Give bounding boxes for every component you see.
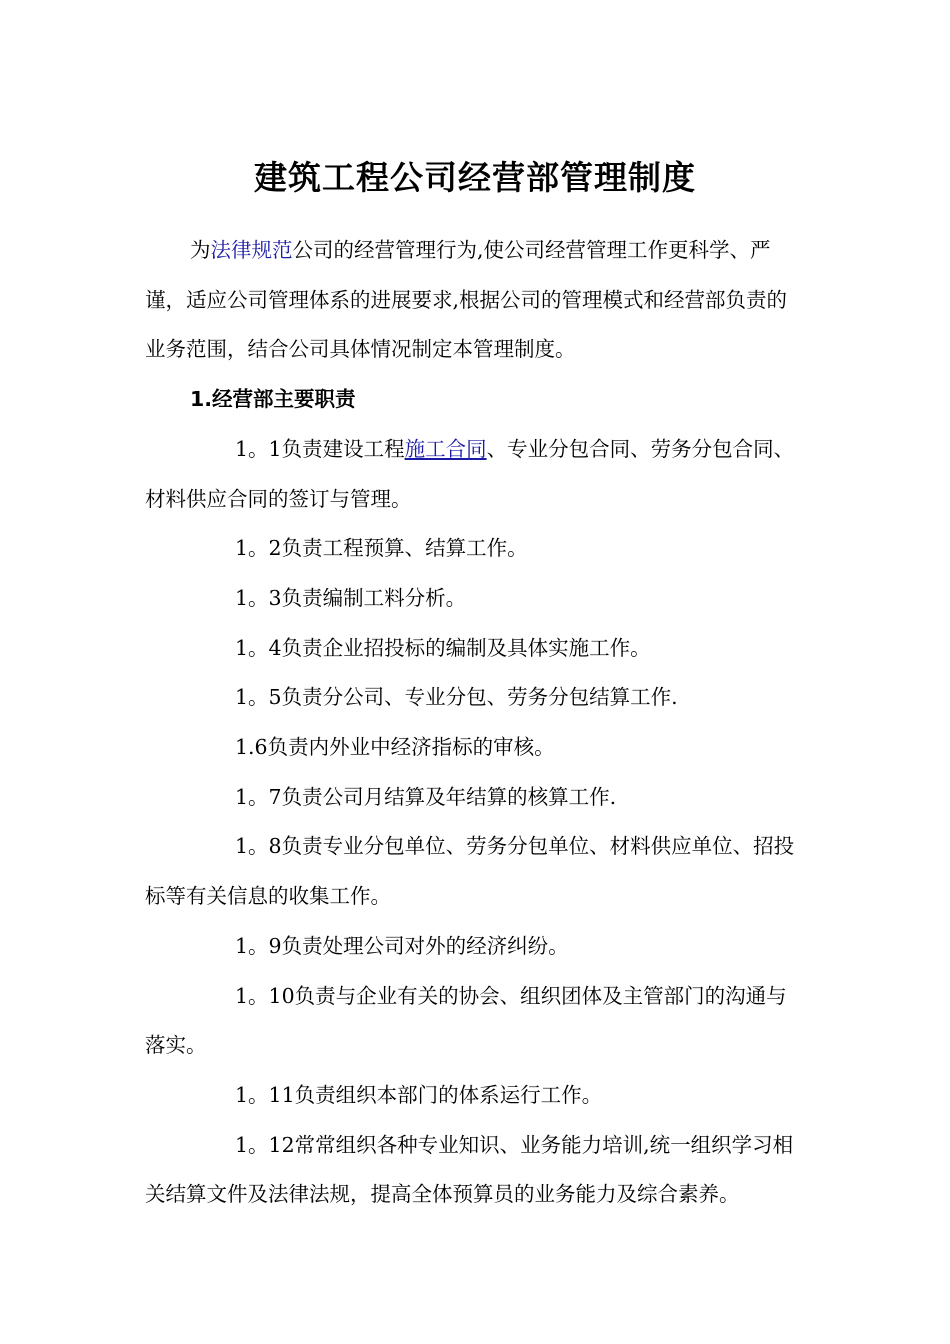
item-number: 1。1	[235, 436, 282, 461]
list-item-1-3	[145, 574, 805, 624]
list-item-1-10	[145, 972, 805, 1071]
item-text: 负责组织本部门的体系运行工作。	[294, 1082, 603, 1107]
item-text: 负责与企业有关的协会、组织团体及主管部门的沟通与落实。	[145, 983, 787, 1058]
list-item-1-1	[145, 425, 805, 524]
intro-link-legal-norms[interactable]: 法律规范	[210, 238, 293, 262]
item-text: 负责处理公司对外的经济纠纷。	[281, 933, 569, 958]
item-number: 1。8	[235, 834, 282, 859]
item-text: 负责工程预算、结算工作。	[281, 536, 528, 561]
item-number: 1。12	[235, 1132, 295, 1157]
item-text: 负责专业分包单位、劳务分包单位、材料供应单位、招投标等有关信息的收集工作。	[145, 834, 795, 909]
item-text: 负责编制工料分析。	[281, 585, 467, 610]
item-number: 1。4	[235, 635, 282, 660]
list-item-1-8	[145, 822, 805, 921]
construction-contract-link[interactable]: 施工合同	[404, 436, 487, 461]
intro-prefix: 为	[190, 238, 211, 262]
item-text: 负责内外业中经济指标的审核。	[267, 735, 555, 760]
item-number: 1.6	[235, 735, 268, 760]
item-number: 1。5	[235, 685, 282, 710]
item-pre: 负责建设工程	[281, 436, 405, 461]
item-number: 1。9	[235, 933, 282, 958]
item-number: 1。11	[235, 1082, 295, 1107]
list-item-1-4	[145, 624, 805, 674]
item-number: 1。2	[235, 536, 282, 561]
item-text: 负责公司月结算及年结算的核算工作.	[281, 784, 617, 809]
intro-paragraph	[145, 226, 805, 375]
item-number: 1。7	[235, 784, 282, 809]
item-text: 负责企业招投标的编制及具体实施工作。	[281, 635, 651, 660]
item-number: 1。10	[235, 983, 295, 1008]
item-text: 、专业分包合同、劳务分包合同、材料供应合同的签订与管理。	[145, 436, 795, 511]
intro-suffix: 公司的经营管理行为,使公司经营管理工作更科学、严谨，适应公司管理体系的进展要求,根据公司的管理模式和经营部负责的业务范围，结合公司具体情况制定本管理制度。	[145, 238, 788, 362]
item-text: 负责分公司、专业分包、劳务分包结算工作.	[281, 685, 678, 710]
list-item-1-9	[145, 922, 805, 972]
document-title: 建筑工程公司经营部管理制度	[254, 158, 696, 197]
item-number: 1。3	[235, 585, 282, 610]
list-item-1-6	[145, 723, 805, 773]
list-item-1-7	[145, 773, 805, 823]
list-item-1-5	[145, 673, 805, 723]
list-item-1-12	[145, 1121, 805, 1220]
list-item-1-2	[145, 524, 805, 574]
item-text: 常常组织各种专业知识、业务能力培训,统一组织学习相关结算文件及法律法规，提高全体预算员的业务能力及综合素养。	[145, 1132, 794, 1207]
section-heading: 1.经营部主要职责	[190, 387, 356, 412]
document-body	[145, 226, 805, 1220]
list-item-1-11	[145, 1071, 805, 1121]
